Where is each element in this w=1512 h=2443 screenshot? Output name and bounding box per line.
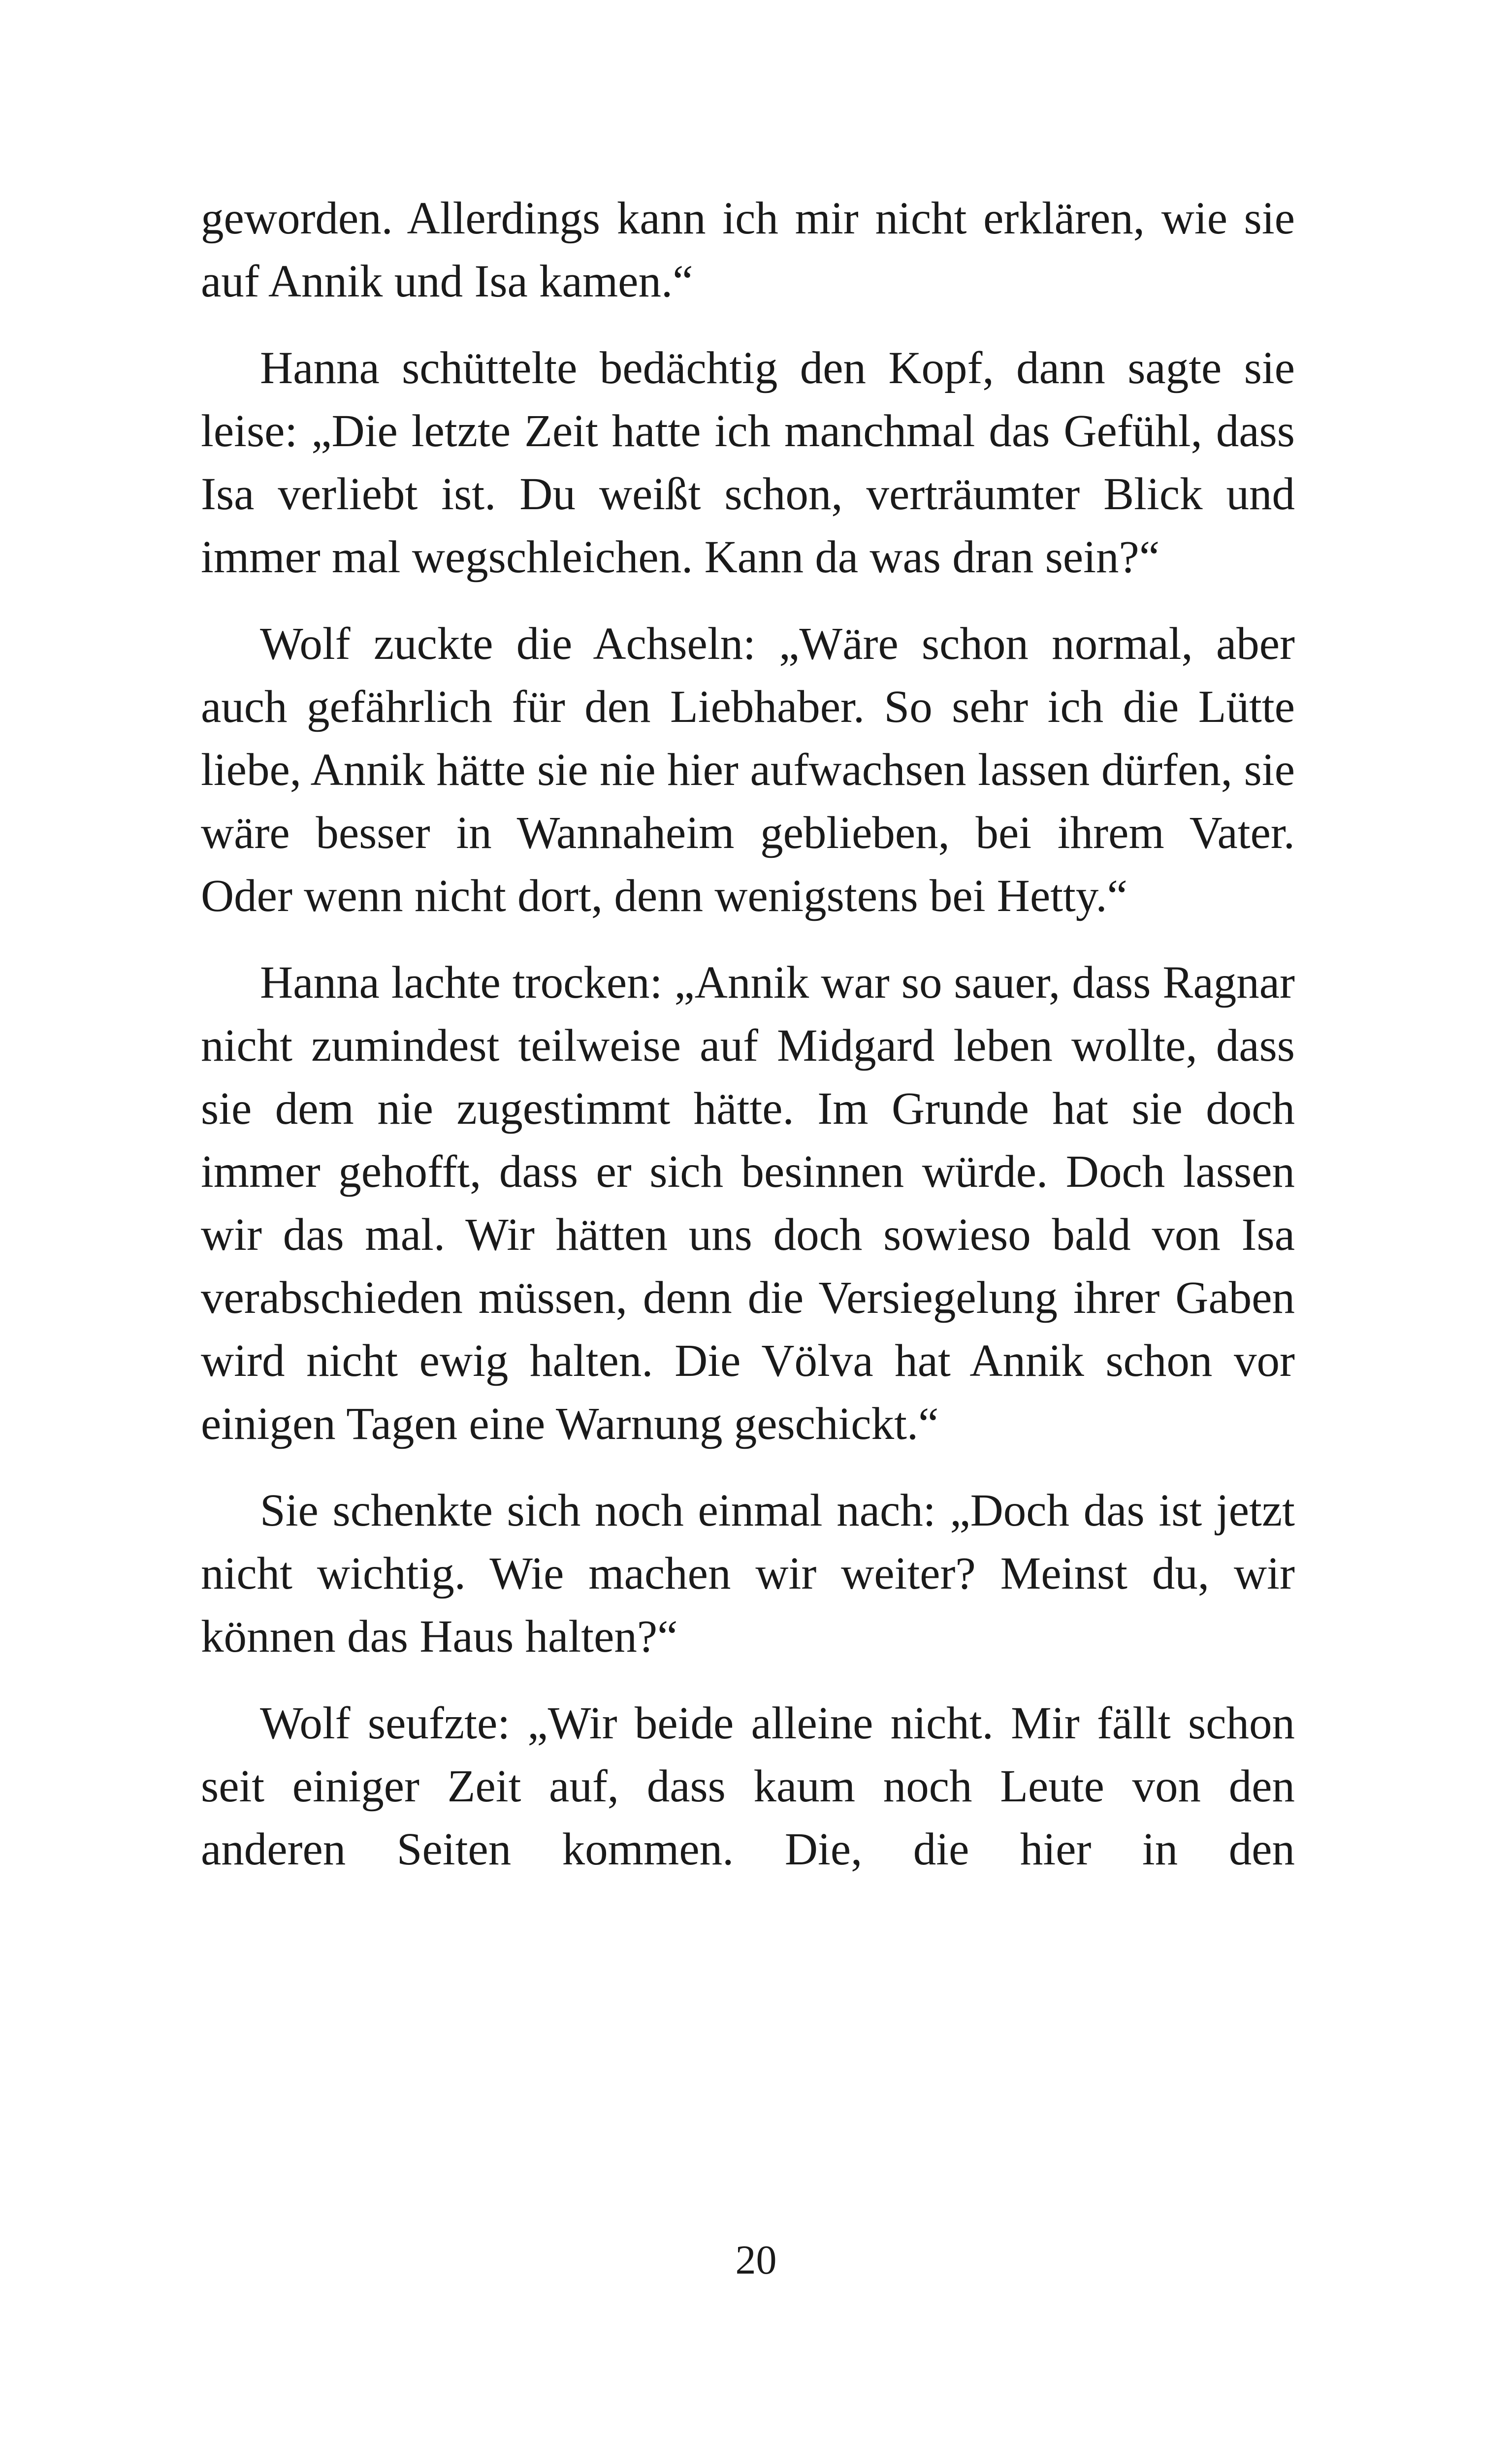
- body-text: [201, 187, 1295, 1881]
- paragraph-6: Wolf seufzte: „Wir beide alleine nicht. Mir fällt schon seit einiger Zeit auf, dass kaum noch Leute von den anderen Seiten kommen. Die, die hier in den: [201, 1698, 1295, 1875]
- paragraph-2: Hanna schüttelte bedächtig den Kopf, dann sagte sie leise: „Die letzte Zeit hatte ich manchmal das Gefühl, dass Isa verliebt ist. Du weißt schon, verträumter Blick und immer mal wegschleichen. Kann da was dran sein?“: [201, 343, 1295, 583]
- paragraph-5: Sie schenkte sich noch einmal nach: „Doch das ist jetzt nicht wichtig. Wie machen wir weiter? Meinst du, wir können das Haus halten?“: [201, 1485, 1295, 1662]
- paragraph-3: Wolf zuckte die Achseln: „Wäre schon normal, aber auch gefährlich für den Liebhaber. So sehr ich die Lütte liebe, Annik hätte sie nie hier aufwachsen lassen dürfen, sie wäre besser in Wannaheim geblieben, bei ihrem Vater. Oder wenn nicht dort, denn wenigstens bei Hetty.“: [201, 619, 1295, 921]
- paragraph-1: geworden. Allerdings kann ich mir nicht erklären, wie sie auf Annik und Isa kamen.“: [201, 193, 1295, 307]
- page-number: 20: [735, 2237, 777, 2283]
- paragraph-4: Hanna lachte trocken: „Annik war so sauer, dass Ragnar nicht zumindest teilweise auf Midgard leben wollte, dass sie dem nie zugestimmt hätte. Im Grunde hat sie doch immer gehofft, dass er sich besinnen würde. Doch lassen wir das mal. Wir hätten uns doch sowieso bald von Isa verabschieden müssen, denn die Versiegelung ihrer Gaben wird nicht ewig halten. Die Völva hat Annik schon vor einigen Tagen eine Warnung geschickt.“: [201, 957, 1295, 1449]
